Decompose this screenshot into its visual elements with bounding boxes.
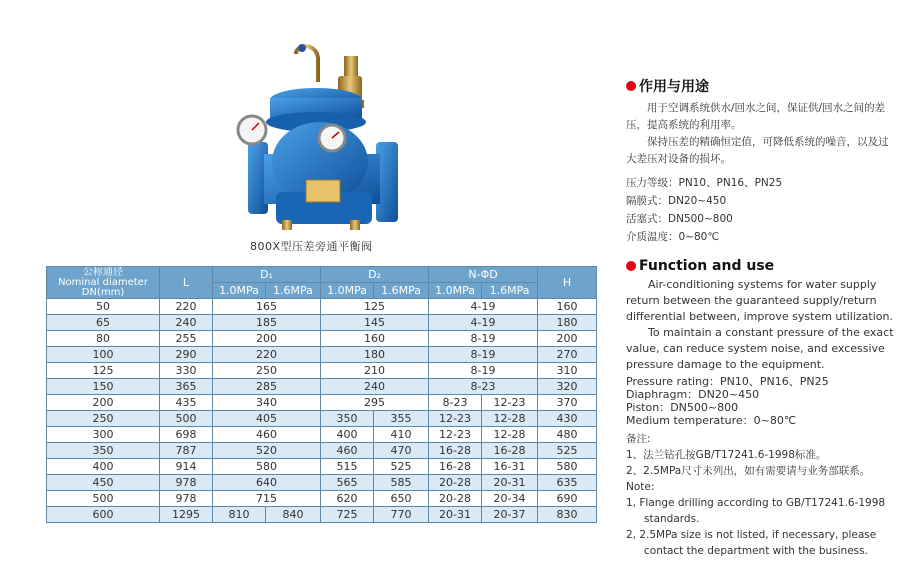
spec-table [46, 266, 597, 523]
table-cell: 240 [160, 315, 213, 331]
table-cell: 365 [160, 379, 213, 395]
cn-spec: 隔膜式：DN20~450 [626, 195, 727, 207]
table-row [47, 491, 597, 507]
table-cell: 12-28 [482, 427, 538, 443]
table-cell: 350 [321, 411, 374, 427]
table-row [47, 443, 597, 459]
table-cell: 20-31 [429, 507, 482, 523]
table-cell: 12-28 [482, 411, 538, 427]
table-cell: 65 [47, 315, 160, 331]
note-item: 1、法兰钻孔按GB/T17241.6-1998标准。 [626, 449, 827, 461]
note-item: 2, 2.5MPa size is not listed, if necessary, please contact the department with the business. [626, 529, 877, 557]
header-h: H [538, 267, 597, 299]
table-cell: 580 [538, 459, 597, 475]
table-cell: 400 [47, 459, 160, 475]
table-cell: 320 [538, 379, 597, 395]
table-row [47, 315, 597, 331]
header-pressure: 1.0MPa [213, 283, 266, 299]
table-cell: 830 [538, 507, 597, 523]
table-cell: 20-28 [429, 475, 482, 491]
table-cell: 310 [538, 363, 597, 379]
table-cell: 650 [374, 491, 429, 507]
table-cell: 370 [538, 395, 597, 411]
table-cell: 635 [538, 475, 597, 491]
table-cell: 290 [160, 347, 213, 363]
table-cell: 20-31 [482, 475, 538, 491]
cn-spec: 介质温度：0~80℃ [626, 231, 720, 243]
header-n-phi-d: N-ΦD [429, 267, 538, 283]
table-cell: 16-28 [482, 443, 538, 459]
table-cell: 565 [321, 475, 374, 491]
table-cell: 12-23 [429, 411, 482, 427]
header-pressure: 1.0MPa [321, 283, 374, 299]
table-cell: 355 [374, 411, 429, 427]
table-row [47, 507, 597, 523]
notes-cn-label: 备注: [626, 433, 651, 445]
table-cell: 715 [213, 491, 321, 507]
table-row [47, 379, 597, 395]
table-cell: 525 [538, 443, 597, 459]
table-cell: 978 [160, 491, 213, 507]
table-cell: 585 [374, 475, 429, 491]
table-cell: 240 [321, 379, 429, 395]
table-cell: 4-19 [429, 299, 538, 315]
table-cell: 160 [321, 331, 429, 347]
table-cell: 185 [213, 315, 321, 331]
table-row [47, 395, 597, 411]
table-cell: 255 [160, 331, 213, 347]
table-row [47, 475, 597, 491]
table-cell: 4-19 [429, 315, 538, 331]
table-cell: 180 [321, 347, 429, 363]
table-row [47, 347, 597, 363]
table-cell: 914 [160, 459, 213, 475]
table-cell: 285 [213, 379, 321, 395]
table-cell: 200 [213, 331, 321, 347]
table-cell: 698 [160, 427, 213, 443]
table-cell: 340 [213, 395, 321, 411]
table-cell: 460 [213, 427, 321, 443]
table-cell: 405 [213, 411, 321, 427]
cn-spec: 压力等级：PN10、PN16、PN25 [626, 177, 783, 189]
table-cell: 580 [213, 459, 321, 475]
table-row [47, 459, 597, 475]
notes-en-label: Note: [626, 481, 655, 493]
en-paragraph: To maintain a constant pressure of the exact value, can reduce system noise, and excessive pressure damage to the equipment. [626, 326, 894, 371]
red-bullet-icon [626, 81, 636, 91]
table-cell: 250 [47, 411, 160, 427]
table-cell: 460 [321, 443, 374, 459]
table-cell: 180 [538, 315, 597, 331]
cn-paragraph: 用于空调系统供水/回水之间，保证供/回水之间的差压，提高系统的利用率。 [626, 102, 886, 131]
en-spec: Pressure rating：PN10、PN16、PN25 [626, 375, 829, 388]
table-cell: 725 [321, 507, 374, 523]
table-cell: 690 [538, 491, 597, 507]
table-cell: 145 [321, 315, 429, 331]
table-cell: 410 [374, 427, 429, 443]
spec-table-body [47, 299, 597, 523]
table-cell: 600 [47, 507, 160, 523]
table-cell: 470 [374, 443, 429, 459]
table-cell: 165 [213, 299, 321, 315]
table-cell: 8-19 [429, 347, 538, 363]
header-pressure: 1.0MPa [429, 283, 482, 299]
table-row [47, 299, 597, 315]
table-cell: 20-28 [429, 491, 482, 507]
header-dn: 公称通径 Nominal diameter DN(mm) [47, 267, 160, 299]
en-section-title: Function and use [626, 258, 896, 274]
table-cell: 400 [321, 427, 374, 443]
table-cell: 770 [374, 507, 429, 523]
table-cell: 200 [538, 331, 597, 347]
cn-section [626, 76, 896, 246]
table-cell: 787 [160, 443, 213, 459]
cn-section-title: 作用与用途 [626, 76, 896, 96]
table-cell: 125 [321, 299, 429, 315]
table-cell: 8-19 [429, 331, 538, 347]
table-cell: 500 [47, 491, 160, 507]
header-d2: D₂ [321, 267, 429, 283]
header-l: L [160, 267, 213, 299]
valve-product-image [226, 42, 422, 234]
product-caption: 800X型压差旁通平衡阀 [250, 240, 373, 253]
header-pressure: 1.6MPa [374, 283, 429, 299]
table-cell: 50 [47, 299, 160, 315]
table-cell: 430 [538, 411, 597, 427]
red-bullet-icon [626, 261, 636, 271]
table-row [47, 411, 597, 427]
table-cell: 450 [47, 475, 160, 491]
table-cell: 210 [321, 363, 429, 379]
note-item: 1, Flange drilling according to GB/T17241.6-1998 standards. [626, 497, 886, 525]
table-row [47, 331, 597, 347]
table-cell: 620 [321, 491, 374, 507]
table-cell: 525 [374, 459, 429, 475]
table-cell: 220 [160, 299, 213, 315]
table-cell: 330 [160, 363, 213, 379]
table-cell: 520 [213, 443, 321, 459]
table-cell: 20-34 [482, 491, 538, 507]
table-cell: 8-23 [429, 395, 482, 411]
header-d1: D₁ [213, 267, 321, 283]
table-cell: 16-31 [482, 459, 538, 475]
table-cell: 295 [321, 395, 429, 411]
en-spec: Diaphragm：DN20~450 [626, 388, 760, 401]
cn-spec: 活塞式：DN500~800 [626, 213, 733, 225]
table-cell: 810 [213, 507, 266, 523]
table-cell: 640 [213, 475, 321, 491]
table-cell: 300 [47, 427, 160, 443]
note-item: 2、2.5MPa尺寸未列出，如有需要请与业务部联系。 [626, 465, 871, 477]
table-cell: 16-28 [429, 459, 482, 475]
table-cell: 8-23 [429, 379, 538, 395]
en-paragraph: Air-conditioning systems for water supply return between the guaranteed supply/return differential between, improve system utilization. [626, 278, 893, 323]
table-cell: 978 [160, 475, 213, 491]
en-spec: Piston：DN500~800 [626, 401, 739, 414]
table-cell: 8-19 [429, 363, 538, 379]
table-cell: 350 [47, 443, 160, 459]
table-cell: 1295 [160, 507, 213, 523]
table-cell: 500 [160, 411, 213, 427]
table-cell: 160 [538, 299, 597, 315]
table-cell: 80 [47, 331, 160, 347]
table-cell: 480 [538, 427, 597, 443]
table-cell: 125 [47, 363, 160, 379]
table-cell: 12-23 [429, 427, 482, 443]
table-cell: 20-37 [482, 507, 538, 523]
table-cell: 435 [160, 395, 213, 411]
table-cell: 270 [538, 347, 597, 363]
table-cell: 250 [213, 363, 321, 379]
table-cell: 150 [47, 379, 160, 395]
table-cell: 100 [47, 347, 160, 363]
table-cell: 840 [266, 507, 321, 523]
table-cell: 220 [213, 347, 321, 363]
en-section [626, 258, 896, 559]
table-cell: 200 [47, 395, 160, 411]
table-cell: 12-23 [482, 395, 538, 411]
en-spec: Medium temperature：0~80℃ [626, 414, 797, 427]
header-pressure: 1.6MPa [266, 283, 321, 299]
table-cell: 515 [321, 459, 374, 475]
table-row [47, 427, 597, 443]
table-row [47, 363, 597, 379]
table-cell: 16-28 [429, 443, 482, 459]
cn-paragraph: 保持压差的精确恒定值，可降低系统的噪音，以及过大差压对设备的损坏。 [626, 136, 889, 165]
header-pressure: 1.6MPa [482, 283, 538, 299]
